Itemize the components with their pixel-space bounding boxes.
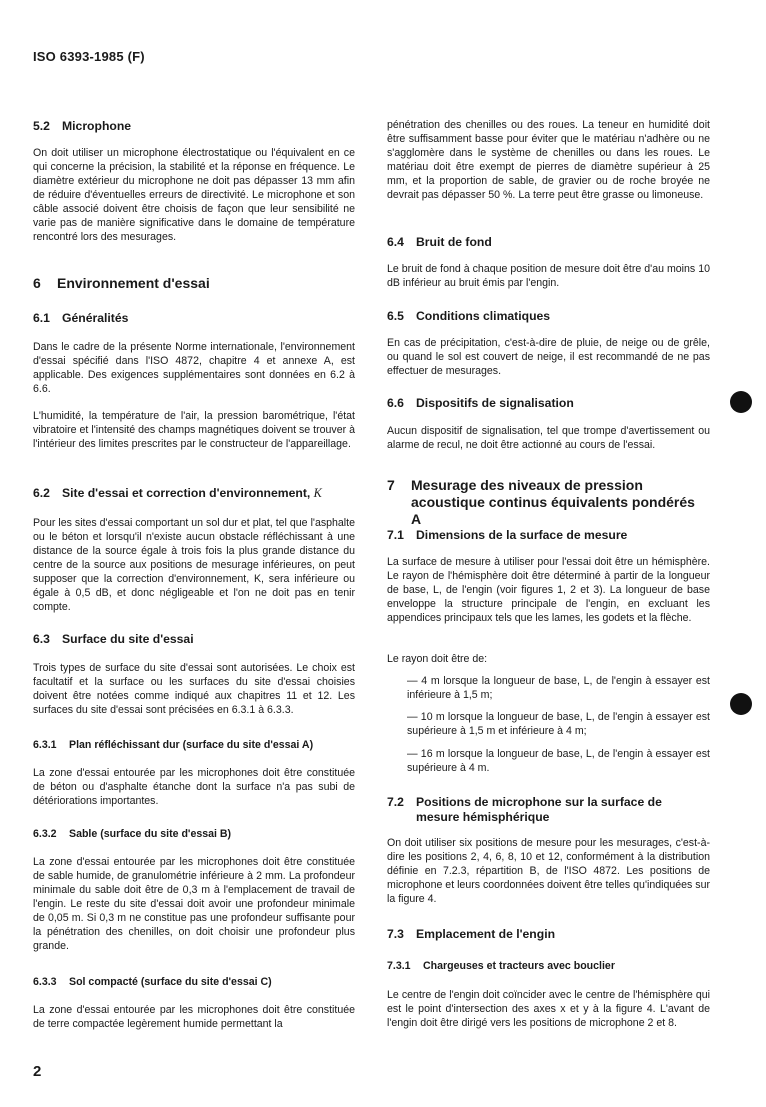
heading-7: 7 Mesurage des niveaux de pression acoustique continus équivalents pondérés A [387, 477, 695, 527]
list-item-10m: — 10 m lorsque la longueur de base, L, de l'engin à essayer est supérieure à 1,5 m et inférieure à 4 m; [407, 711, 710, 737]
paragraph-6-1-b: L'humidité, la température de l'air, la pression barométrique, l'état vibratoire et l'intensité des champs magnétiques doivent se trouver à l'intérieur des limites prescrites par le constructeur de l'appareillage. [33, 410, 355, 450]
margin-change-marker [730, 693, 752, 715]
heading-6-3: 6.3 Surface du site d'essai [33, 632, 194, 646]
heading-6-3-1: 6.3.1 Plan réfléchissant dur (surface du site d'essai A) [33, 739, 314, 751]
heading-5-2: 5.2 Microphone [33, 119, 132, 133]
document-header: ISO 6393-1985 (F) [33, 49, 145, 64]
list-item-4m: — 4 m lorsque la longueur de base, L, de l'engin à essayer est inférieure à 1,5 m; [407, 675, 710, 701]
paragraph-6-3-2: La zone d'essai entourée par les microphones doit être constituée de sable humide, de granulométrie inférieure à 2 mm. La profondeur minimale du sable doit être de 0,3 m à l'emplacement de travail de l'engin. Le reste du site d'essai doit avoir une profondeur minimale de 0,05 m. Si 0,3 m ne constitue pas une profondeur suffisante pour la pénétration des chenilles, on doit choisir une profondeur plus grande. [33, 856, 355, 952]
paragraph-6-3: Trois types de surface du site d'essai sont autorisées. Le choix est facultatif et la surface ou les surfaces du site d'essai choisies doivent être notées comme indiqué aux chapitres 11 et 12. Les surfaces du site d'essai sont précisées en 6.3.1 à 6.3.3. [33, 662, 355, 716]
heading-6-3-2: 6.3.2 Sable (surface du site d'essai B) [33, 828, 232, 840]
heading-6-4: 6.4 Bruit de fond [387, 235, 492, 249]
heading-7-3: 7.3 Emplacement de l'engin [387, 927, 556, 941]
paragraph-6-1-a: Dans le cadre de la présente Norme internationale, l'environnement d'essai spécifié dans l'ISO 4872, chapitre 4 et annexe A, est applicable. Des exigences supplémentaires sont données en 6.2 à 6.6. [33, 341, 355, 395]
heading-6: 6 Environnement d'essai [33, 275, 210, 291]
paragraph-6-5: En cas de précipitation, c'est-à-dire de pluie, de neige ou de grêle, ou quand le sol est couvert de neige, il est recommandé de ne pas effectuer de mesurages. [387, 337, 710, 377]
paragraph-continued: pénétration des chenilles ou des roues. La teneur en humidité doit être suffisamment basse pour éviter que le matériau n'adhère ou ne s'agglomère dans le système de chenilles ou dans les roues. Le matériau doit être exempt de pierres de diamètre supérieur à 25 mm, et la proportion de sable, de gravier ou de roche broyée ne devrait pas dépasser 50 %. La terre peut être grasse ou limoneuse. [387, 119, 710, 201]
heading-6-5: 6.5 Conditions climatiques [387, 309, 551, 323]
margin-change-marker [730, 391, 752, 413]
paragraph-7-1: La surface de mesure à utiliser pour l'essai doit être un hémisphère. Le rayon de l'hémisphère doit être déterminé à partir de la longueur de base, L, de l'engin (voir figures 1, 2 et 3). La longueur de base enveloppe la structure principale de l'engin, en excluant les appendices principaux tels que les lames, les godets et la flèche. [387, 556, 710, 624]
heading-6-6: 6.6 Dispositifs de signalisation [387, 396, 574, 410]
paragraph-6-3-3: La zone d'essai entourée par les microphones doit être constituée de terre compactée legèrement humide permettant la [33, 1004, 355, 1030]
paragraph-6-6: Aucun dispositif de signalisation, tel que trompe d'avertissement ou alarme de recul, ne doit être actionné au cours de l'essai. [387, 425, 710, 451]
heading-6-3-3: 6.3.3 Sol compacté (surface du site d'essai C) [33, 976, 272, 988]
paragraph-7-1-b: Le rayon doit être de: [387, 653, 488, 665]
heading-7-3-1: 7.3.1 Chargeuses et tracteurs avec bouclier [387, 960, 615, 972]
paragraph-5-2: On doit utiliser un microphone électrostatique ou l'équivalent en ce qui concerne la précision, la stabilité et la réponse en fréquence. Le diamètre extérieur du microphone ne doit pas dépasser 13 mm afin de réduire d'éventuelles erreurs de directivité. Le microphone et son câble associé doivent être choisis de façon que leur sensibilité ne varie pas de manière significative dans le domaine de température rencontré lors des mesurages. [33, 147, 355, 243]
heading-7-2: 7.2 Positions de microphone sur la surface de mesure hémisphérique [387, 795, 662, 824]
paragraph-7-3-1: Le centre de l'engin doit coïncider avec le centre de l'hémisphère qui est le point d'intersection des axes x et y à la figure 4. L'avant de l'engin doit être dirigé vers les positions de microphone 2 et 8. [387, 989, 710, 1029]
heading-6-2: 6.2 Site d'essai et correction d'environnement, K [33, 486, 322, 500]
paragraph-7-2: On doit utiliser six positions de mesure pour les mesurages, c'est-à-dire les positions 2, 4, 6, 8, 10 et 12, conformément à la distribution définie en 7.2.3, répartition B, de l'ISO 4872. Les positions de microphone et leurs coordonnées doivent être telles qu'indiquées sur la figure 4. [387, 837, 710, 905]
paragraph-6-2: Pour les sites d'essai comportant un sol dur et plat, tel que l'asphalte ou le béton et lorsqu'il n'existe aucun obstacle réfléchissant à une distance de la source égale à trois fois la plus grande distance du centre de la source aux positions de mesurage inférieures, on peut supposer que la correction d'environnement, K, sera inférieure ou égale à 0,5 dB, et donc négligeable et l'on ne doit pas en tenir compte. [33, 517, 355, 613]
paragraph-6-4: Le bruit de fond à chaque position de mesure doit être d'au moins 10 dB inférieur au bruit émis par l'engin. [387, 263, 710, 289]
heading-6-1: 6.1 Généralités [33, 311, 129, 325]
heading-7-1: 7.1 Dimensions de la surface de mesure [387, 528, 628, 542]
paragraph-6-3-1: La zone d'essai entourée par les microphones doit être constituée de béton ou d'asphalte étanche dont la surface n'a pas subi de détériorations importantes. [33, 767, 355, 807]
list-item-16m: — 16 m lorsque la longueur de base, L, de l'engin à essayer est supérieure à 4 m. [407, 748, 710, 774]
page-number: 2 [33, 1063, 42, 1080]
